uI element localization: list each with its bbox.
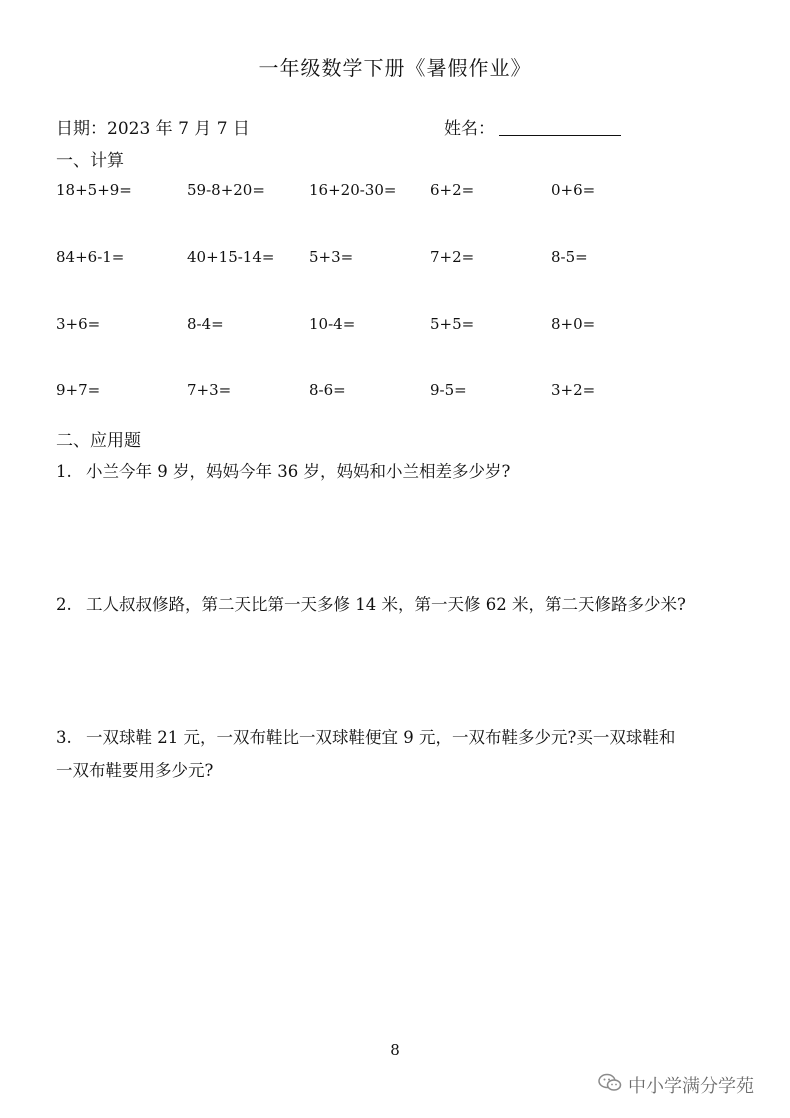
- word-problem-3-continued: 一双布鞋要用多少元?: [56, 761, 214, 780]
- calc-item: 9+7=: [56, 381, 101, 399]
- page-number: 8: [390, 1041, 400, 1059]
- calc-item: 7+3=: [187, 381, 232, 399]
- calc-item: 6+2=: [430, 181, 475, 199]
- calc-item: 59-8+20=: [187, 181, 265, 199]
- calc-item: 9-5=: [430, 381, 467, 399]
- calc-item: 7+2=: [430, 248, 475, 266]
- wechat-icon: [598, 1073, 622, 1098]
- problem-text: 小兰今年 9 岁，妈妈今年 36 岁，妈妈和小兰相差多少岁?: [86, 462, 511, 481]
- watermark: [598, 1072, 754, 1098]
- calc-item: 5+3=: [309, 248, 354, 266]
- problem-text: 一双球鞋 21 元，一双布鞋比一双球鞋便宜 9 元，一双布鞋多少元?买一双球鞋和: [86, 728, 676, 747]
- section-calc-heading: 一、计算: [56, 151, 124, 171]
- word-problem-2: [56, 591, 686, 615]
- calc-item: 0+6=: [551, 181, 596, 199]
- calc-item: 8-6=: [309, 381, 346, 399]
- watermark-text: 中小学满分学苑: [628, 1076, 754, 1097]
- calc-item: 3+2=: [551, 381, 596, 399]
- calc-item: 18+5+9=: [56, 181, 132, 199]
- problem-text: 工人叔叔修路，第二天比第一天多修 14 米，第一天修 62 米，第二天修路多少米?: [86, 595, 686, 614]
- calc-item: 16+20-30=: [309, 181, 397, 199]
- calc-item: 8-4=: [187, 315, 224, 333]
- word-problem-3: [56, 724, 675, 748]
- calc-item: 8+0=: [551, 315, 596, 333]
- name-blank-line[interactable]: [499, 135, 621, 136]
- section-word-problems-heading: 二、应用题: [56, 431, 141, 451]
- page-title: 一年级数学下册《暑假作业》: [258, 56, 532, 80]
- problem-number: 3.: [56, 728, 72, 747]
- calc-item: 84+6-1=: [56, 248, 125, 266]
- word-problem-1: [56, 458, 510, 482]
- calc-item: 8-5=: [551, 248, 588, 266]
- calc-item: 40+15-14=: [187, 248, 275, 266]
- calc-item: 3+6=: [56, 315, 101, 333]
- name-label: 姓名：: [444, 119, 495, 139]
- problem-number: 1.: [56, 462, 72, 481]
- problem-number: 2.: [56, 595, 72, 614]
- date-line: 日期：2023 年 7 月 7 日: [56, 119, 250, 139]
- calc-item: 5+5=: [430, 315, 475, 333]
- calc-item: 10-4=: [309, 315, 356, 333]
